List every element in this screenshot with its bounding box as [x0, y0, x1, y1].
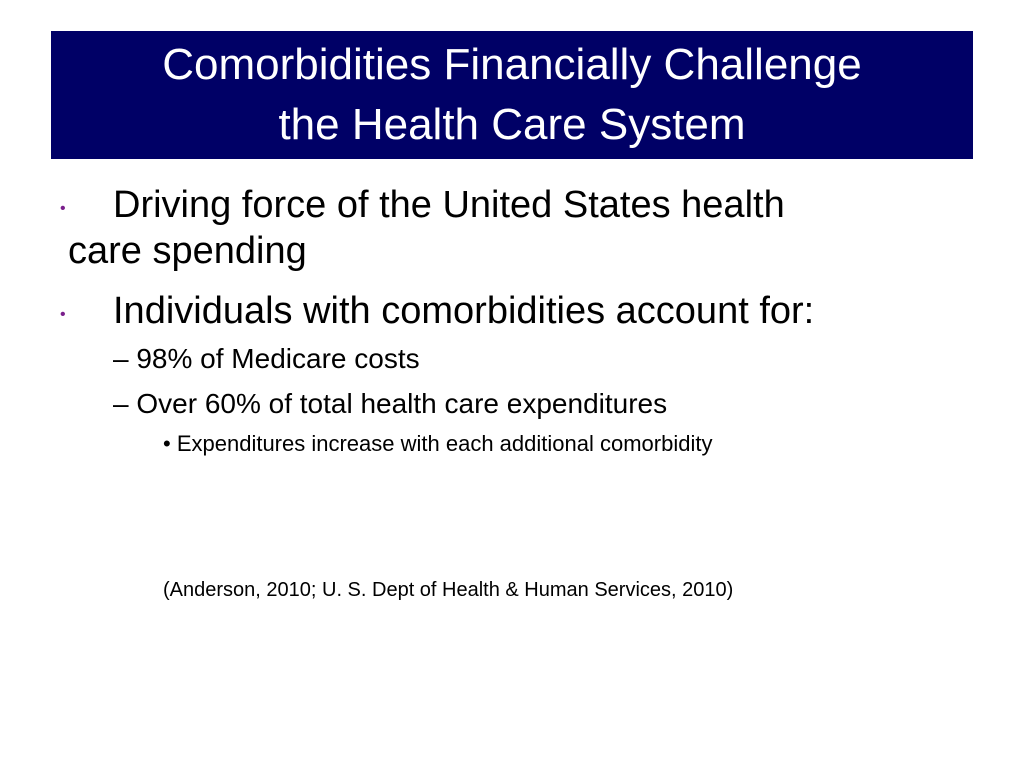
bullet-1-line-1: Driving force of the United States health — [113, 184, 785, 226]
subsubitem-comorbidity-text: Expenditures increase with each additional comorbidity — [176, 431, 713, 456]
subitem-medicare-text: 98% of Medicare costs — [136, 343, 420, 374]
subsubitem-comorbidity — [163, 430, 712, 458]
citation: (Anderson, 2010; U. S. Dept of Health & Human Services, 2010) — [163, 579, 734, 601]
subitem-expenditures — [113, 387, 667, 421]
bullet-2-text: Individuals with comorbidities account for: — [113, 290, 815, 332]
bullet-1-line-2: care spending — [68, 230, 307, 272]
bullet-icon: • — [60, 200, 66, 217]
bullet-icon: • — [60, 306, 66, 323]
title-line-1: Comorbidities Financially Challenge — [162, 40, 862, 89]
bullet-icon: • — [163, 431, 171, 456]
title-banner — [51, 31, 973, 159]
subitem-medicare — [113, 342, 420, 376]
title-line-2: the Health Care System — [278, 100, 746, 149]
dash-icon: – — [113, 343, 129, 374]
subitem-expenditures-text: Over 60% of total health care expenditures — [136, 388, 668, 419]
dash-icon: – — [113, 388, 129, 419]
